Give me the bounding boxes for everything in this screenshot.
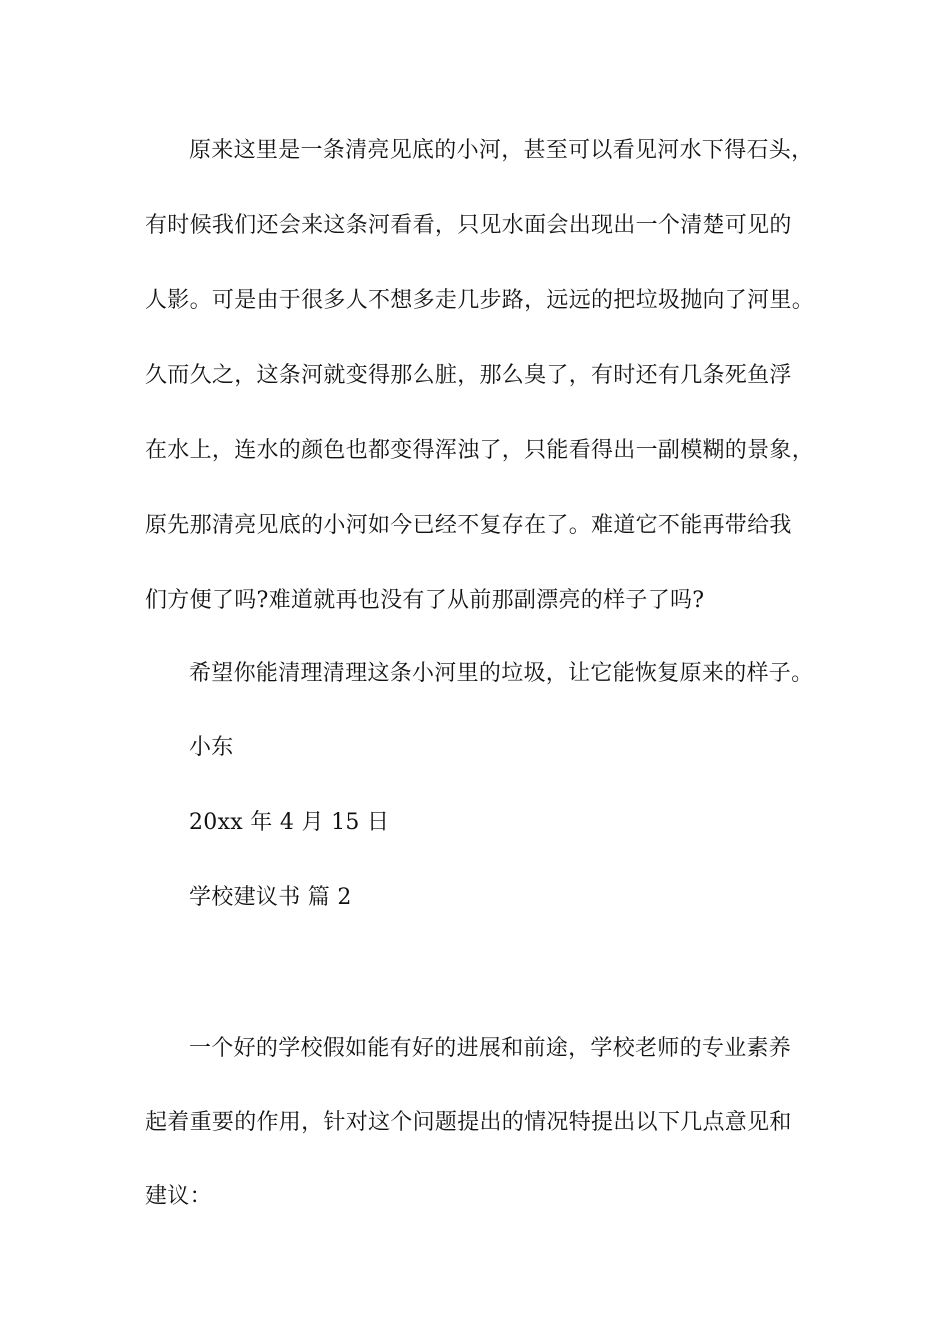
closing-paragraph: 希望你能清理清理这条小河里的垃圾，让它能恢复原来的样子。 — [189, 661, 814, 686]
signature: 小东 — [189, 735, 234, 760]
paragraph-line: 原来这里是一条清亮见底的小河，甚至可以看见河水下得石头， — [189, 138, 814, 163]
section-title: 学校建议书 篇 2 — [189, 885, 352, 910]
paragraph-line: 人影。可是由于很多人不想多走几步路，远远的把垃圾抛向了河里。 — [145, 288, 815, 313]
paragraph-line: 原先那清亮见底的小河如今已经不复存在了。难道它不能再带给我 — [145, 513, 792, 538]
paragraph-line: 有时候我们还会来这条河看看，只见水面会出现出一个清楚可见的 — [145, 213, 792, 238]
date-line: 20xx 年 4 月 15 日 — [189, 810, 390, 835]
paragraph-line: 们方便了吗?难道就再也没有了从前那副漂亮的样子了吗? — [145, 588, 705, 613]
paragraph-line: 起着重要的作用，针对这个问题提出的情况特提出以下几点意见和 — [145, 1110, 792, 1135]
paragraph-line: 建议： — [145, 1184, 212, 1209]
paragraph-line: 在水上，连水的颜色也都变得浑浊了，只能看得出一副模糊的景象， — [145, 438, 815, 463]
paragraph-line: 久而久之，这条河就变得那么脏，那么臭了，有时还有几条死鱼浮 — [145, 363, 792, 388]
paragraph-line: 一个好的学校假如能有好的进展和前途，学校老师的专业素养 — [189, 1036, 792, 1061]
